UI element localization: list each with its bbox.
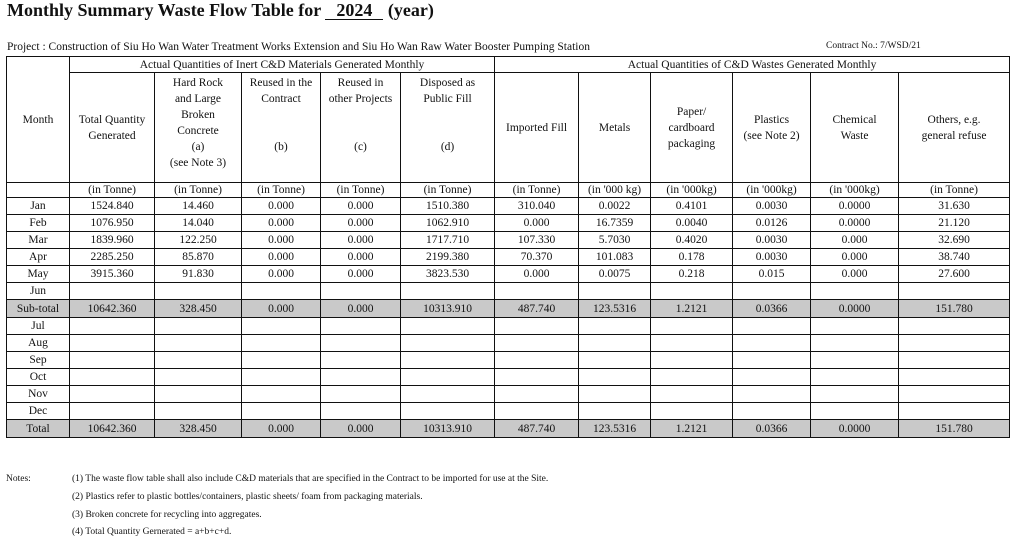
value-cell: 0.4101 (651, 198, 733, 215)
value-cell (155, 318, 242, 335)
inert-group-header: Actual Quantities of Inert C&D Materials Generated Monthly (70, 57, 495, 73)
value-cell (899, 352, 1010, 369)
value-cell (733, 283, 811, 300)
column-header-line: Public Fill (423, 93, 472, 105)
note-4: (4) Total Quantity Gernerated = a+b+c+d. (72, 527, 232, 537)
value-cell (242, 352, 321, 369)
value-cell (155, 335, 242, 352)
value-cell (401, 403, 495, 420)
value-cell: 3915.360 (70, 266, 155, 283)
column-header-line: Reused in the (249, 77, 313, 89)
column-header-line: Total Quantity (78, 113, 146, 126)
note-2: (2) Plastics refer to plastic bottles/containers, plastic sheets/ foam from packaging materials. (72, 492, 423, 502)
table-row (7, 249, 1010, 266)
value-cell: 123.5316 (579, 300, 651, 318)
value-cell: 38.740 (899, 249, 1010, 266)
value-cell: 1.2121 (651, 300, 733, 318)
value-cell: 1510.380 (401, 198, 495, 215)
column-header-line: and Large (174, 93, 222, 105)
value-cell (155, 369, 242, 386)
total-row (7, 300, 1010, 318)
value-cell (321, 352, 401, 369)
value-cell: 0.000 (242, 266, 321, 283)
value-cell: 0.000 (242, 198, 321, 215)
value-cell: 0.0000 (811, 300, 899, 318)
value-cell: 1062.910 (401, 215, 495, 232)
value-cell: 0.000 (321, 249, 401, 266)
value-cell: 21.120 (899, 215, 1010, 232)
value-cell (70, 318, 155, 335)
value-cell (579, 335, 651, 352)
value-cell (899, 386, 1010, 403)
value-cell: 101.083 (579, 249, 651, 266)
column-header-line: Plastics (753, 113, 790, 126)
table-row (7, 198, 1010, 215)
note-3: (3) Broken concrete for recycling into aggregates. (72, 510, 262, 520)
value-cell: 10642.360 (70, 420, 155, 438)
value-cell: 10313.910 (401, 300, 495, 318)
value-cell (733, 369, 811, 386)
value-cell (495, 283, 579, 300)
column-header-line: general refuse (921, 129, 987, 142)
total-row (7, 420, 1010, 438)
value-cell (899, 335, 1010, 352)
value-cell (321, 386, 401, 403)
column-header-line: Others, e.g. (927, 113, 981, 126)
column-header-line (322, 123, 399, 139)
value-cell: 0.015 (733, 266, 811, 283)
unit-label: (in '000kg) (733, 183, 811, 198)
value-cell: 1839.960 (70, 232, 155, 249)
month-cell: May (7, 266, 70, 283)
title-prefix: Monthly Summary Waste Flow Table for (7, 0, 321, 20)
value-cell: 0.000 (321, 266, 401, 283)
value-cell: 0.0075 (579, 266, 651, 283)
value-cell: 1717.710 (401, 232, 495, 249)
value-cell: 0.4020 (651, 232, 733, 249)
month-cell: Jan (7, 198, 70, 215)
value-cell: 487.740 (495, 300, 579, 318)
value-cell (321, 335, 401, 352)
value-cell (495, 352, 579, 369)
value-cell (811, 386, 899, 403)
value-cell: 0.0030 (733, 249, 811, 266)
value-cell (651, 318, 733, 335)
waste-flow-table (6, 56, 1010, 438)
value-cell: 0.000 (811, 232, 899, 249)
value-cell (242, 335, 321, 352)
value-cell (733, 403, 811, 420)
value-cell (242, 318, 321, 335)
value-cell: 0.000 (242, 420, 321, 438)
value-cell: 14.040 (155, 215, 242, 232)
unit-label: (in Tonne) (401, 183, 495, 198)
column-header-line (402, 123, 493, 139)
value-cell: 5.7030 (579, 232, 651, 249)
unit-label: (in Tonne) (899, 183, 1010, 198)
column-header-line: Concrete (177, 125, 219, 137)
value-cell (70, 369, 155, 386)
value-cell (579, 318, 651, 335)
month-cell: Sub-total (7, 300, 70, 318)
column-header-line: (b) (274, 141, 288, 153)
month-cell: Total (7, 420, 70, 438)
contract-number: Contract No.: 7/WSD/21 (826, 41, 921, 51)
page-title (7, 0, 434, 21)
table-row (7, 335, 1010, 352)
value-cell (401, 369, 495, 386)
month-cell: Aug (7, 335, 70, 352)
value-cell (401, 352, 495, 369)
value-cell (733, 318, 811, 335)
month-cell: Oct (7, 369, 70, 386)
value-cell: 2199.380 (401, 249, 495, 266)
value-cell: 0.0030 (733, 232, 811, 249)
value-cell (651, 335, 733, 352)
value-cell: 0.0040 (651, 215, 733, 232)
value-cell: 10313.910 (401, 420, 495, 438)
table-row (7, 352, 1010, 369)
value-cell (495, 369, 579, 386)
value-cell (495, 318, 579, 335)
column-header-line: (d) (440, 141, 455, 153)
column-header-11 (899, 73, 1010, 183)
column-header-9 (733, 73, 811, 183)
column-header-line (322, 107, 399, 123)
column-header-line: (c) (354, 141, 367, 153)
column-header-3 (242, 73, 321, 183)
value-cell (651, 403, 733, 420)
value-cell: 0.000 (242, 215, 321, 232)
value-cell (401, 335, 495, 352)
value-cell: 0.000 (321, 420, 401, 438)
cd-group-header: Actual Quantities of C&D Wastes Generated Monthly (495, 57, 1010, 73)
value-cell (811, 352, 899, 369)
column-header-line: Metals (598, 121, 631, 134)
value-cell (495, 403, 579, 420)
value-cell: 0.0000 (811, 215, 899, 232)
value-cell (155, 403, 242, 420)
table-row (7, 318, 1010, 335)
table-row (7, 369, 1010, 386)
unit-label: (in Tonne) (242, 183, 321, 198)
column-header-10 (811, 73, 899, 183)
value-cell (651, 386, 733, 403)
column-header-5 (401, 73, 495, 183)
unit-label: (in '000kg) (811, 183, 899, 198)
value-cell: 14.460 (155, 198, 242, 215)
value-cell (242, 283, 321, 300)
title-year: 2024 (325, 2, 383, 20)
column-header-line: other Projects (328, 93, 393, 105)
value-cell: 0.000 (321, 198, 401, 215)
value-cell: 123.5316 (579, 420, 651, 438)
column-header-line: (see Note 3) (169, 157, 227, 169)
column-header-line: Paper/ (676, 105, 707, 118)
unit-label: (in '000kg) (651, 183, 733, 198)
column-header-line: cardboard (668, 121, 715, 134)
value-cell: 151.780 (899, 300, 1010, 318)
column-header-line: Contract (261, 93, 301, 105)
value-cell (321, 403, 401, 420)
value-cell (899, 403, 1010, 420)
value-cell (495, 335, 579, 352)
project-name: Project : Construction of Siu Ho Wan Water Treatment Works Extension and Siu Ho Wan Raw Water Booster Pumping Station (7, 41, 591, 53)
value-cell (811, 318, 899, 335)
value-cell (401, 283, 495, 300)
column-header-2 (155, 73, 242, 183)
value-cell (899, 283, 1010, 300)
value-cell (321, 318, 401, 335)
value-cell: 0.000 (242, 232, 321, 249)
column-header-line: Hard Rock (172, 77, 224, 89)
value-cell (811, 403, 899, 420)
column-header-line: Reused in (337, 77, 384, 89)
value-cell: 0.000 (321, 300, 401, 318)
value-cell: 10642.360 (70, 300, 155, 318)
month-cell: Apr (7, 249, 70, 266)
month-cell: Feb (7, 215, 70, 232)
value-cell (811, 335, 899, 352)
value-cell (651, 369, 733, 386)
value-cell: 0.0126 (733, 215, 811, 232)
unit-label: (in Tonne) (321, 183, 401, 198)
value-cell: 310.040 (495, 198, 579, 215)
value-cell (733, 352, 811, 369)
unit-label: (in '000 kg) (579, 183, 651, 198)
month-cell: Mar (7, 232, 70, 249)
table-row (7, 283, 1010, 300)
column-header-line (243, 123, 319, 139)
value-cell (70, 335, 155, 352)
value-cell: 91.830 (155, 266, 242, 283)
value-cell: 0.178 (651, 249, 733, 266)
value-cell: 0.000 (811, 249, 899, 266)
value-cell: 328.450 (155, 300, 242, 318)
value-cell: 487.740 (495, 420, 579, 438)
value-cell: 151.780 (899, 420, 1010, 438)
value-cell (811, 369, 899, 386)
value-cell: 0.0000 (811, 420, 899, 438)
value-cell (495, 386, 579, 403)
value-cell: 27.600 (899, 266, 1010, 283)
column-header-line: (see Note 2) (743, 129, 800, 142)
value-cell (155, 386, 242, 403)
column-header-line: Broken (181, 109, 215, 121)
value-cell (401, 318, 495, 335)
value-cell: 3823.530 (401, 266, 495, 283)
unit-blank (7, 183, 70, 198)
value-cell (899, 318, 1010, 335)
value-cell (579, 386, 651, 403)
value-cell: 0.0030 (733, 198, 811, 215)
unit-label: (in Tonne) (155, 183, 242, 198)
value-cell (651, 352, 733, 369)
table-row (7, 232, 1010, 249)
column-header-7 (579, 73, 651, 183)
value-cell: 1076.950 (70, 215, 155, 232)
value-cell (401, 386, 495, 403)
value-cell: 0.000 (321, 232, 401, 249)
value-cell: 0.000 (495, 215, 579, 232)
value-cell (579, 369, 651, 386)
column-header-6 (495, 73, 579, 183)
value-cell: 122.250 (155, 232, 242, 249)
value-cell: 2285.250 (70, 249, 155, 266)
value-cell (321, 369, 401, 386)
month-cell: Jul (7, 318, 70, 335)
value-cell (579, 352, 651, 369)
value-cell (321, 283, 401, 300)
value-cell: 32.690 (899, 232, 1010, 249)
value-cell: 0.218 (651, 266, 733, 283)
value-cell (242, 369, 321, 386)
column-header-4 (321, 73, 401, 183)
value-cell: 0.0366 (733, 300, 811, 318)
value-cell (579, 283, 651, 300)
value-cell (242, 386, 321, 403)
column-header-line: Chemical (832, 113, 877, 126)
column-header-line (402, 107, 493, 123)
value-cell: 31.630 (899, 198, 1010, 215)
value-cell: 0.0366 (733, 420, 811, 438)
month-header: Month (7, 57, 70, 183)
column-header-line: Disposed as (419, 77, 476, 89)
column-header-8 (651, 73, 733, 183)
value-cell: 0.000 (242, 300, 321, 318)
note-1: (1) The waste flow table shall also include C&D materials that are specified in the Contract to be imported for use at the Site. (72, 474, 549, 484)
value-cell: 0.000 (321, 215, 401, 232)
table-row (7, 215, 1010, 232)
column-header-line: Waste (840, 129, 869, 142)
column-header-line: (a) (191, 141, 205, 153)
value-cell (899, 369, 1010, 386)
value-cell (651, 283, 733, 300)
value-cell (733, 386, 811, 403)
value-cell (70, 352, 155, 369)
value-cell: 0.000 (811, 266, 899, 283)
column-header-line: packaging (667, 137, 716, 150)
value-cell: 107.330 (495, 232, 579, 249)
month-cell: Nov (7, 386, 70, 403)
month-cell: Jun (7, 283, 70, 300)
column-header-line: Imported Fill (506, 121, 568, 134)
value-cell (811, 283, 899, 300)
unit-label: (in Tonne) (495, 183, 579, 198)
column-header-line (243, 107, 319, 123)
table-row (7, 386, 1010, 403)
value-cell: 0.0022 (579, 198, 651, 215)
month-cell: Sep (7, 352, 70, 369)
title-suffix: (year) (387, 0, 434, 20)
value-cell: 328.450 (155, 420, 242, 438)
value-cell: 70.370 (495, 249, 579, 266)
column-header-line: Generated (88, 129, 136, 142)
value-cell (70, 283, 155, 300)
value-cell: 1.2121 (651, 420, 733, 438)
value-cell: 0.0000 (811, 198, 899, 215)
value-cell: 0.000 (242, 249, 321, 266)
value-cell (242, 403, 321, 420)
value-cell (70, 403, 155, 420)
value-cell: 1524.840 (70, 198, 155, 215)
value-cell (70, 386, 155, 403)
value-cell: 16.7359 (579, 215, 651, 232)
value-cell: 85.870 (155, 249, 242, 266)
column-header-1 (70, 73, 155, 183)
value-cell (155, 283, 242, 300)
notes-label: Notes: (6, 474, 31, 484)
value-cell (733, 335, 811, 352)
unit-label: (in Tonne) (70, 183, 155, 198)
table-row (7, 266, 1010, 283)
month-cell: Dec (7, 403, 70, 420)
value-cell (155, 352, 242, 369)
value-cell (579, 403, 651, 420)
value-cell: 0.000 (495, 266, 579, 283)
table-row (7, 403, 1010, 420)
